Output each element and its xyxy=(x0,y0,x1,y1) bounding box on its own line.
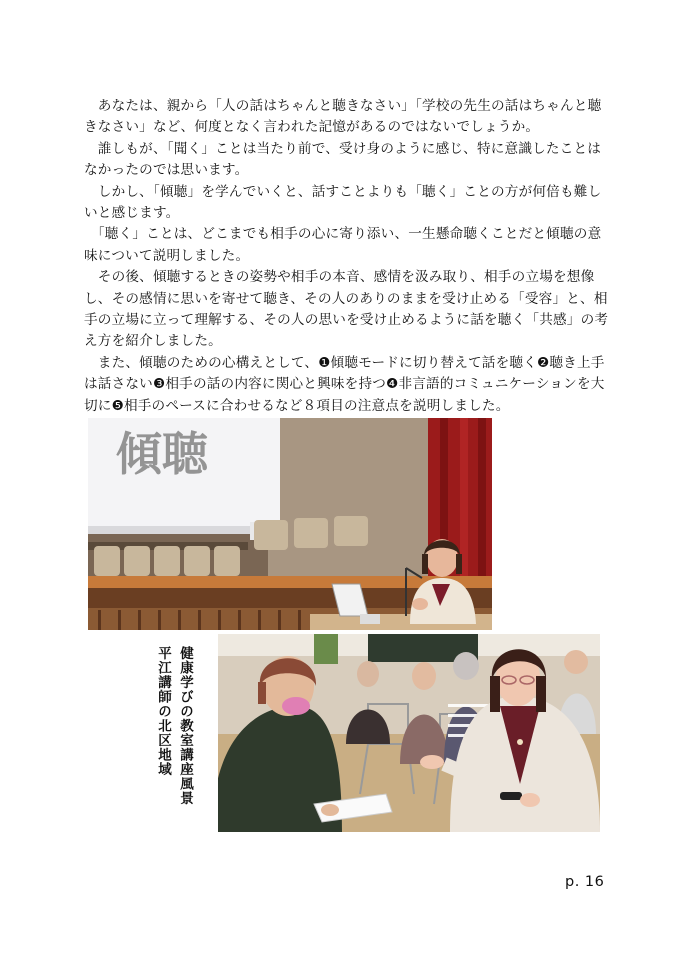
photo-caption: 健康学びの教室講座風景 平江講師の北区地域 xyxy=(155,646,193,806)
paragraph: しかし、「傾聴」を学んでいくと、話すことよりも「聴く」ことの方が何倍も難しいと感じます。 xyxy=(84,183,602,222)
paragraph: その後、傾聴するときの姿勢や相手の本音、感情を汲み取り、相手の立場を想像し、その感情に思いを寄せて聴き、その人のありのままを受け止める「受容」と、相手の立場に立って理解する、その人の思いを受け止めるように話を聴く「共感」の考え方を紹介しました。 xyxy=(84,269,609,350)
paragraph: 誰しもが、「聞く」ことは当たり前で、受け身のように感じ、特に意識したことはなかったのでは思います。 xyxy=(84,140,602,179)
paragraph: あなたは、親から「人の話はちゃんと聴きなさい」「学校の先生の話はちゃんと聴きなさい」など、何度となく言われた記憶があるのではないでしょうか。 xyxy=(84,98,602,136)
paragraph: また、傾聴のための心構えとして、❶傾聴モードに切り替えて話を聴く❷聴き上手は話さない❸相手の話の内容に関心と興味を持つ❹非言語的コミュニケーションを大切に❺相手のペースに合わせるなど８項目の注意点を説明しました。 xyxy=(84,354,605,414)
stage-lecture-photo xyxy=(88,418,492,630)
page-number: p. 16 xyxy=(565,874,605,890)
classroom-photo-illustration xyxy=(218,634,600,832)
classroom-photo xyxy=(218,634,600,832)
paragraph: 「聴く」ことは、どこまでも相手の心に寄り添い、一生懸命聴くことだと傾聴の意味について説明しました。 xyxy=(84,226,602,264)
stage-photo-illustration xyxy=(88,418,492,630)
screen-text: 傾聴 xyxy=(116,427,208,481)
body-text xyxy=(84,96,610,417)
